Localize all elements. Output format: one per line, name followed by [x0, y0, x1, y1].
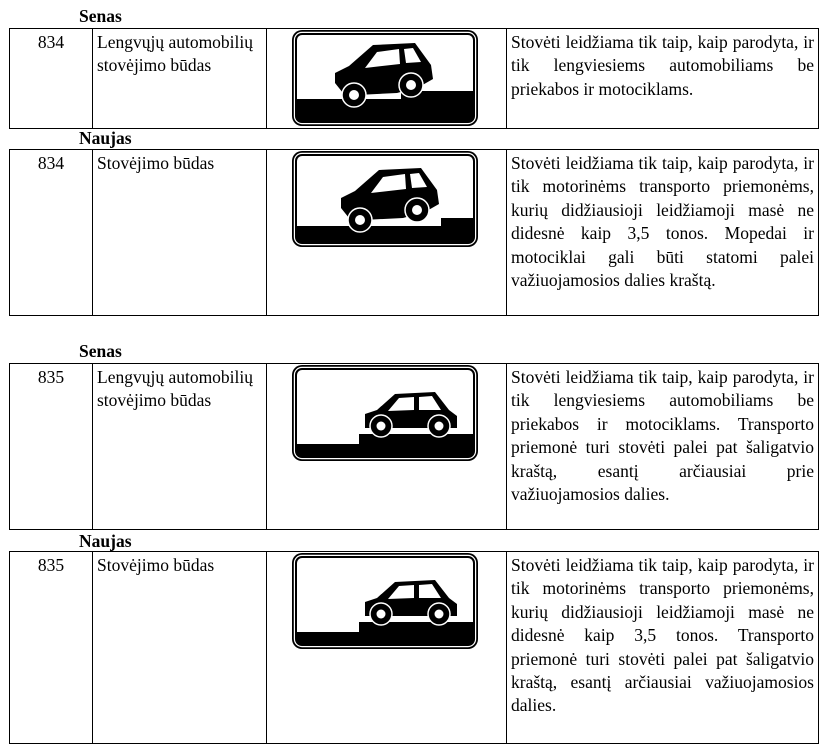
sign-description: Stovėti leidžiama tik taip, kaip parodyta, ir tik motorinėms transporto priemonėms, kurių didžiausioji leidžiamoji masė ne didesnė kaip 3,5 tonos. Mopedai ir motociklai gali būti statomi palei važiuojamosios dalies kraštą. — [507, 150, 819, 316]
sign-name: Lengvųjų automobilių stovėjimo būdas — [93, 29, 267, 129]
sign-description: Stovėti leidžiama tik taip, kaip parodyta, ir tik lengviesiems automobiliams be priekabos ir motociklams. Transporto priemonė turi stovėti palei pat šaligatvio kraštą, esantį arčiausiai prie važiuojamosios dalies. — [507, 364, 819, 530]
car-on-kerb-parking-sign-icon — [295, 368, 475, 458]
sign-image-cell — [267, 29, 507, 129]
sign-image-cell — [267, 364, 507, 530]
sign-image-cell — [267, 150, 507, 316]
sign-number: 834 — [10, 150, 93, 316]
sign-name: Lengvųjų automobilių stovėjimo būdas — [93, 364, 267, 530]
sign-name: Stovėjimo būdas — [93, 150, 267, 316]
sign-row-834-new — [9, 149, 819, 316]
block-label-new: Naujas — [79, 531, 132, 551]
car-on-kerb-parking-sign-icon — [295, 556, 475, 646]
sign-row-835-old — [9, 363, 819, 530]
sign-description: Stovėti leidžiama tik taip, kaip parodyta, ir tik motorinėms transporto priemonėms, kurių didžiausioji leidžiamoji masė ne didesnė kaip 3,5 tonos. Transporto priemonė turi stovėti palei pat šaligatvio kraštą, esantį arčiausiai važiuojamosios dalies. — [507, 552, 819, 744]
sign-number: 835 — [10, 552, 93, 744]
car-on-step-left-parking-sign-icon — [295, 154, 475, 244]
block-label-new: Naujas — [79, 128, 132, 148]
sign-description: Stovėti leidžiama tik taip, kaip parodyta, ir tik lengviesiems automobiliams be priekabos ir motociklams. — [507, 29, 819, 129]
block-label-old: Senas — [79, 6, 122, 26]
sign-image-cell — [267, 552, 507, 744]
sign-row-835-new — [9, 551, 819, 744]
sign-row-834-old — [9, 28, 819, 129]
sign-name: Stovėjimo būdas — [93, 552, 267, 744]
block-label-old: Senas — [79, 341, 122, 361]
sign-number: 835 — [10, 364, 93, 530]
car-on-step-left-parking-sign-icon — [295, 33, 475, 123]
sign-number: 834 — [10, 29, 93, 129]
